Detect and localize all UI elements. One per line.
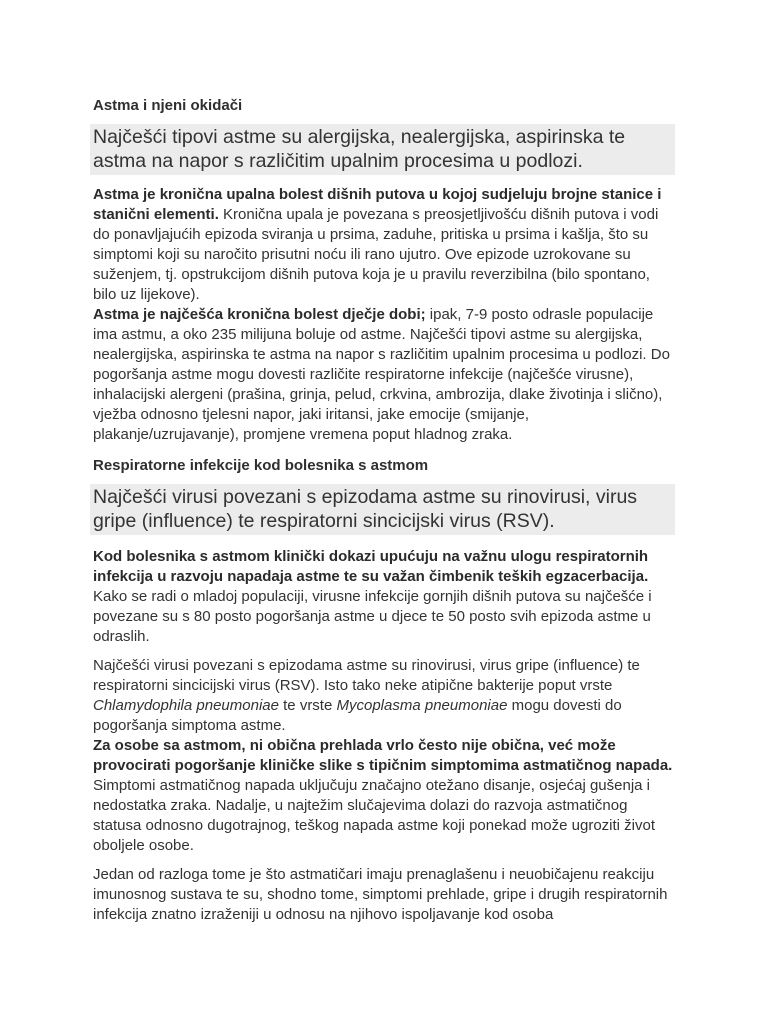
paragraph-childhood-disease [93, 305, 675, 445]
paragraph-text: ipak, 7-9 posto odrasle populacije ima astmu, a oko 235 milijuna boluje od astme. Najčešći tipovi astme su alergijska, nealergijska, aspirinska te astma na napor s različitim upalnim procesima u podlozi. Do pogoršanja astme mogu dovesti različite respiratorne infekcije (najčešće virusne), inhalacijski alergeni (prašina, grinja, pelud, crkvina, ambrozija, dlake životinja i slično), vježba odnosno tjelesni napor, jaki iritansi, jake emocije (smijanje, plakanje/uzrujavanje), promjene vremena poput hladnog zraka. [93, 306, 670, 443]
pull-quote-asthma-types: Najčešći tipovi astme su alergijska, nealergijska, aspirinska te astma na napor s različitim upalnim procesima u podlozi. [90, 124, 675, 175]
paragraph-lead-bold: Astma je najčešća kronična bolest dječje dobi; [93, 306, 426, 323]
article-body [93, 96, 675, 925]
paragraph-lead-bold: Astma je kronična upalna bolest dišnih putova u kojoj sudjeluju brojne stanice i stanični elementi. [93, 186, 662, 223]
paragraph-text: Kako se radi o mladoj populaciji, virusne infekcije gornjih dišnih putova su najčešće i povezane su s 80 posto pogoršanja astme u djece te 50 posto svih epizoda astme u odraslih. [93, 588, 652, 645]
species-name: Chlamydophila pneumoniae [93, 697, 279, 714]
paragraph-text: Najčešći virusi povezani s epizodama astme su rinovirusi, virus gripe (influence) te respiratorni sincicijski virus (RSV). Isto tako neke atipične bakterije poput vrste [93, 657, 640, 694]
paragraph-lead-bold: Za osobe sa astmom, ni obična prehlada vrlo često nije obična, već može provocirati pogoršanje kliničke slike s tipičnim simptomima astmatičnog napada. [93, 737, 673, 774]
paragraph-common-cold [93, 736, 675, 856]
section-heading-triggers: Astma i njeni okidači [93, 97, 243, 114]
paragraph-text: Simptomi astmatičnog napada uključuju značajno otežano disanje, osjećaj gušenja i nedostatka zraka. Nadalje, u najtežim slučajevima dolazi do razvoja astmatičnog statusa odnosno dugotrajnog, teškog napada astme koji ponekad može ugroziti život oboljele osobe. [93, 777, 656, 854]
paragraph-text: mogu dovesti do pogoršanja simptoma astme. [93, 697, 622, 734]
paragraph-chronic-disease [93, 185, 675, 305]
paragraph-immune-reaction: Jedan od razloga tome je što astmatičari imaju prenaglašenu i neuobičajenu reakciju imunosnog sustava te su, shodno tome, simptomi prehlade, gripe i drugih respiratornih infekcija znatno izraženiji u odnosu na njihovo ispoljavanje kod osoba [93, 866, 668, 923]
paragraph-text: te vrste [278, 697, 337, 714]
section-heading-infections: Respiratorne infekcije kod bolesnika s astmom [93, 457, 429, 474]
paragraph-common-viruses [93, 656, 675, 736]
paragraph-clinical-evidence [93, 547, 675, 647]
pull-quote-viruses: Najčešći virusi povezani s epizodama astme su rinovirusi, virus gripe (influence) te respiratorni sincicijski virus (RSV). [90, 484, 675, 535]
species-name: Mycoplasma pneumoniae [336, 697, 508, 714]
paragraph-lead-bold: Kod bolesnika s astmom klinički dokazi upućuju na važnu ulogu respiratornih infekcija u razvoju napadaja astme te su važan čimbenik teških egzacerbacija. [93, 548, 649, 585]
paragraph-text: Kronična upala je povezana s preosjetljivošću dišnih putova i vodi do ponavljajućih epizoda sviranja u prsima, zaduhe, pritiska u prsima i kašlja, što su simptomi koji su naročito prisutni noću ili rano ujutro. Ove epizode uzrokovane su suženjem, tj. opstrukcijom dišnih putova koja je u pravilu reverzibilna (bilo spontano, bilo uz lijekove). [93, 206, 659, 303]
